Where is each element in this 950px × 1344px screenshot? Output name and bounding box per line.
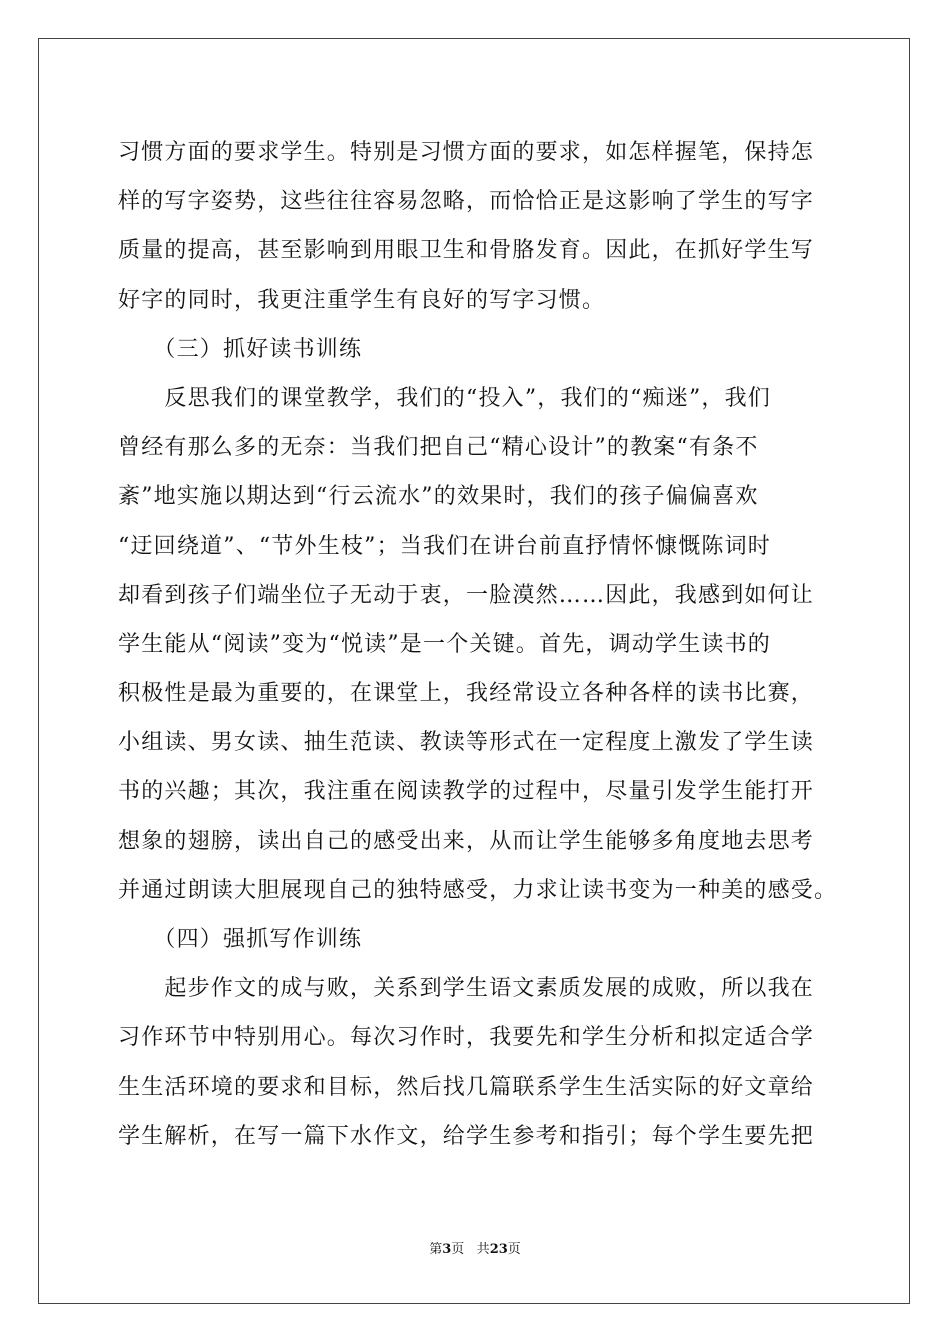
- page-current: 3: [442, 1242, 452, 1257]
- text-line: 小组读、男女读、抽生范读、教读等形式在一定程度上激发了学生读: [118, 730, 815, 756]
- text-line: 样的写字姿势，这些往往容易忽略，而恰恰正是这影响了学生的写字: [118, 189, 815, 215]
- page-unit: 页: [451, 1242, 465, 1257]
- text-line: 质量的提高，甚至影响到用眼卫生和骨胳发育。因此，在抓好学生写: [118, 238, 815, 264]
- section-heading: （三）抓好读书训练: [118, 336, 363, 362]
- page-total: 23: [489, 1242, 508, 1257]
- text-line: 习作环节中特别用心。每次习作时，我要先和学生分析和拟定适合学: [118, 1025, 815, 1051]
- text-line: 积极性是最为重要的，在课堂上，我经常设立各种各样的读书比赛，: [118, 681, 815, 707]
- text-line: 紊”地实施以期达到“行云流水”的效果时，我们的孩子偏偏喜欢: [118, 484, 759, 510]
- text-line: 却看到孩子们端坐位子无动于衷，一脸漠然……因此，我感到如何让: [118, 582, 815, 608]
- text-line: 反思我们的课堂教学，我们的“投入”，我们的“痴迷”，我们: [118, 385, 771, 411]
- text-line: 起步作文的成与败，关系到学生语文素质发展的成败，所以我在: [118, 976, 815, 1002]
- text-line: 生生活环境的要求和目标，然后找几篇联系学生生活实际的好文章给: [118, 1074, 815, 1100]
- text-line: 学生解析，在写一篇下水作文，给学生参考和指引；每个学生要先把: [118, 1123, 815, 1149]
- page-footer: [0, 1238, 950, 1257]
- text-line: “迂回绕道”、“节外生枝”；当我们在讲台前直抒情怀慷慨陈词时: [118, 533, 771, 559]
- total-unit: 页: [507, 1242, 521, 1257]
- text-line: 想象的翅膀，读出自己的感受出来，从而让学生能够多角度地去思考: [118, 828, 815, 854]
- text-line: 学生能从“阅读”变为“悦读”是一个关键。首先，调动学生读书的: [118, 631, 771, 657]
- text-line: 书的兴趣；其次，我注重在阅读教学的过程中，尽量引发学生能打开: [118, 779, 815, 805]
- text-line: 并通过朗读大胆展现自己的独特感受，力求让读书变为一种美的感受。: [118, 877, 838, 903]
- text-line: 好字的同时，我更注重学生有良好的写字习惯。: [118, 287, 606, 313]
- total-prefix: 共: [476, 1242, 490, 1257]
- page-prefix: 第: [429, 1242, 443, 1257]
- text-line: 习惯方面的要求学生。特别是习惯方面的要求，如怎样握笔，保持怎: [118, 140, 815, 165]
- section-heading: （四）强抓写作训练: [118, 927, 363, 952]
- text-line: 曾经有那么多的无奈：当我们把自己“精心设计”的教案“有条不: [118, 435, 759, 461]
- document-body: [118, 128, 838, 1161]
